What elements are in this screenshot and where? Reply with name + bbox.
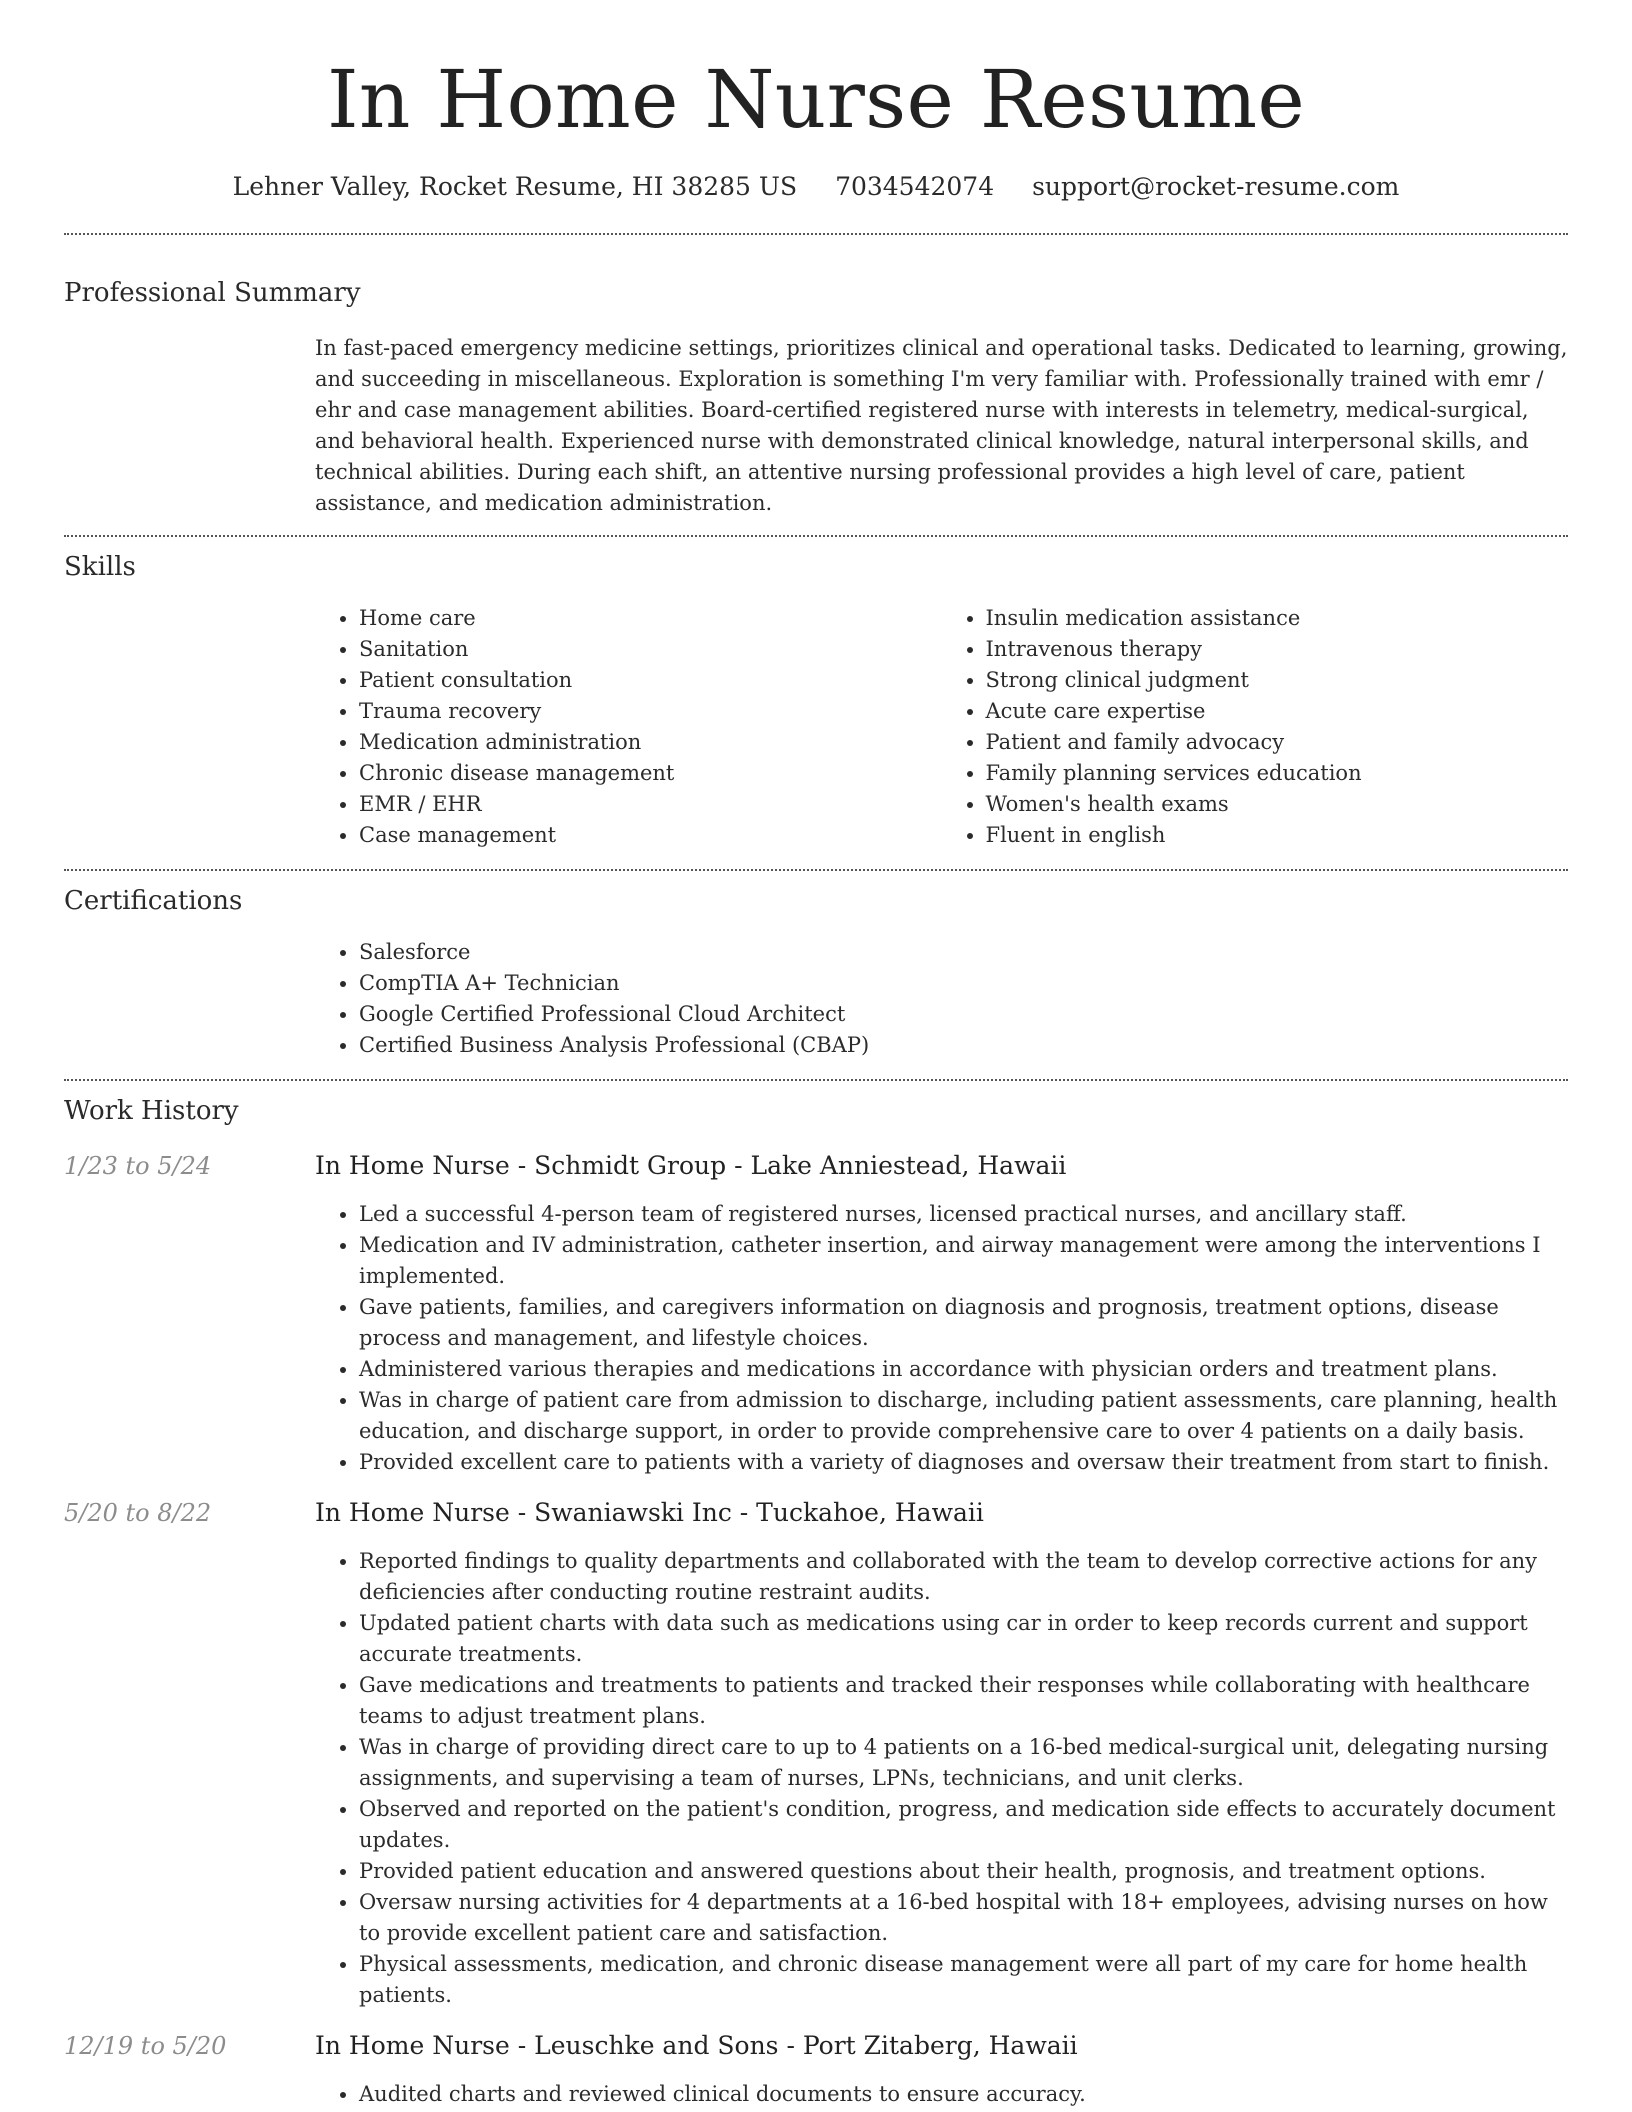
job-bullets [315, 2079, 1568, 2110]
job-bullet: • Physical assessments, medication, and chronic disease management were all part of my care for home health patients. [359, 1949, 1568, 2011]
contact-phone: 7034542074 [835, 172, 995, 201]
job-dates: 1/23 to 5/24 [64, 1152, 212, 1180]
job-body [315, 1149, 1568, 1478]
job-bullet: • Provided excellent care to patients with a variety of diagnoses and oversaw their treatment from start to finish. [359, 1447, 1568, 1478]
skill-item: • Women's health exams [986, 789, 1569, 820]
skill-item: • Acute care expertise [986, 696, 1569, 727]
section-title-skills: Skills [64, 552, 136, 582]
certification-item: • CompTIA A+ Technician [359, 968, 1568, 999]
contact-address: Lehner Valley, Rocket Resume, HI 38285 US [232, 172, 798, 201]
job-body [315, 2029, 1568, 2110]
skill-item: • Sanitation [359, 634, 942, 665]
job-bullets [315, 1546, 1568, 2011]
job-entry [64, 1496, 1568, 2011]
section-title-professional-summary: Professional Summary [64, 278, 361, 308]
job-title: In Home Nurse - Leuschke and Sons - Port Zitaberg, Hawaii [315, 2031, 1078, 2060]
skill-item: • Fluent in english [986, 820, 1569, 851]
section-title-certifications: Certifications [64, 886, 243, 916]
skill-item: • Home care [359, 603, 942, 634]
skill-item: • Chronic disease management [359, 758, 942, 789]
job-body [315, 1496, 1568, 2011]
professional-summary-section [64, 235, 1568, 535]
job-bullet: • Provided patient education and answered questions about their health, prognosis, and treatment options. [359, 1856, 1568, 1887]
job-bullet: • Updated patient charts with data such as medications using car in order to keep records current and support accurate treatments. [359, 1608, 1568, 1670]
job-entry [64, 2029, 1568, 2110]
certifications-content [315, 919, 1568, 1079]
contact-line [64, 170, 1568, 204]
job-bullet: • Audited charts and reviewed clinical documents to ensure accuracy. [359, 2079, 1568, 2110]
job-title: In Home Nurse - Swaniawski Inc - Tuckahoe, Hawaii [315, 1498, 984, 1527]
summary-content [315, 311, 1568, 535]
job-bullet: • Was in charge of patient care from admission to discharge, including patient assessments, care planning, health education, and discharge support, in order to provide comprehensive care to over 4 patients on a daily basis. [359, 1385, 1568, 1447]
skills-list-right [942, 603, 1569, 851]
certification-item: • Certified Business Analysis Professional (CBAP) [359, 1030, 1568, 1061]
job-bullet: • Oversaw nursing activities for 4 departments at a 16-bed hospital with 18+ employees, advising nurses on how to provide excellent patient care and satisfaction. [359, 1887, 1568, 1949]
certifications-section [64, 871, 1568, 1079]
job-bullet: • Was in charge of providing direct care to up to 4 patients on a 16-bed medical-surgical unit, delegating nursing assignments, and supervising a team of nurses, LPNs, technicians, and unit clerks. [359, 1732, 1568, 1794]
skill-item: • Intravenous therapy [986, 634, 1569, 665]
skills-grid [315, 585, 1568, 869]
job-bullet: • Medication and IV administration, catheter insertion, and airway management were among the interventions I implemented. [359, 1230, 1568, 1292]
skill-item: • EMR / EHR [359, 789, 942, 820]
job-bullet: • Gave medications and treatments to patients and tracked their responses while collaborating with healthcare teams to adjust treatment plans. [359, 1670, 1568, 1732]
contact-email: support@rocket-resume.com [1032, 172, 1400, 201]
job-bullet: • Gave patients, families, and caregivers information on diagnosis and prognosis, treatment options, disease process and management, and lifestyle choices. [359, 1292, 1568, 1354]
work-history-section [64, 1081, 1568, 2110]
skills-section [64, 537, 1568, 869]
job-bullet: • Administered various therapies and medications in accordance with physician orders and treatment plans. [359, 1354, 1568, 1385]
job-entry [64, 1149, 1568, 1478]
summary-text: In fast-paced emergency medicine settings, prioritizes clinical and operational tasks. Dedicated to learning, growing, and succeeding in miscellaneous. Exploration is something I'm very familiar with. Professionally trained with emr / ehr and case management abilities. Board-certified registered nurse with interests in telemetry, medical-surgical, and behavioral health. Experienced nurse with demonstrated clinical knowledge, natural interpersonal skills, and technical abilities. During each shift, an attentive nursing professional provides a high level of care, patient assistance, and medication administration. [315, 336, 1568, 515]
skill-item: • Medication administration [359, 727, 942, 758]
skills-list-left [315, 603, 942, 851]
certification-item: • Salesforce [359, 937, 1568, 968]
job-bullet: • Led a successful 4-person team of registered nurses, licensed practical nurses, and ancillary staff. [359, 1199, 1568, 1230]
skill-item: • Case management [359, 820, 942, 851]
skill-item: • Trauma recovery [359, 696, 942, 727]
section-title-work-history: Work History [64, 1096, 239, 1126]
job-dates: 5/20 to 8/22 [64, 1499, 212, 1527]
job-title: In Home Nurse - Schmidt Group - Lake Anniestead, Hawaii [315, 1151, 1067, 1180]
skill-item: • Family planning services education [986, 758, 1569, 789]
skill-item: • Patient and family advocacy [986, 727, 1569, 758]
job-bullet: • Observed and reported on the patient's condition, progress, and medication side effects to accurately document updates. [359, 1794, 1568, 1856]
certifications-list [315, 937, 1568, 1061]
skill-item: • Strong clinical judgment [986, 665, 1569, 696]
skill-item: • Patient consultation [359, 665, 942, 696]
resume-title: In Home Nurse Resume [326, 53, 1306, 146]
job-dates: 12/19 to 5/20 [64, 2032, 227, 2060]
job-bullet: • Reported findings to quality departments and collaborated with the team to develop corrective actions for any deficiencies after conducting routine restraint audits. [359, 1546, 1568, 1608]
job-bullets [315, 1199, 1568, 1478]
certification-item: • Google Certified Professional Cloud Architect [359, 999, 1568, 1030]
skill-item: • Insulin medication assistance [986, 603, 1569, 634]
